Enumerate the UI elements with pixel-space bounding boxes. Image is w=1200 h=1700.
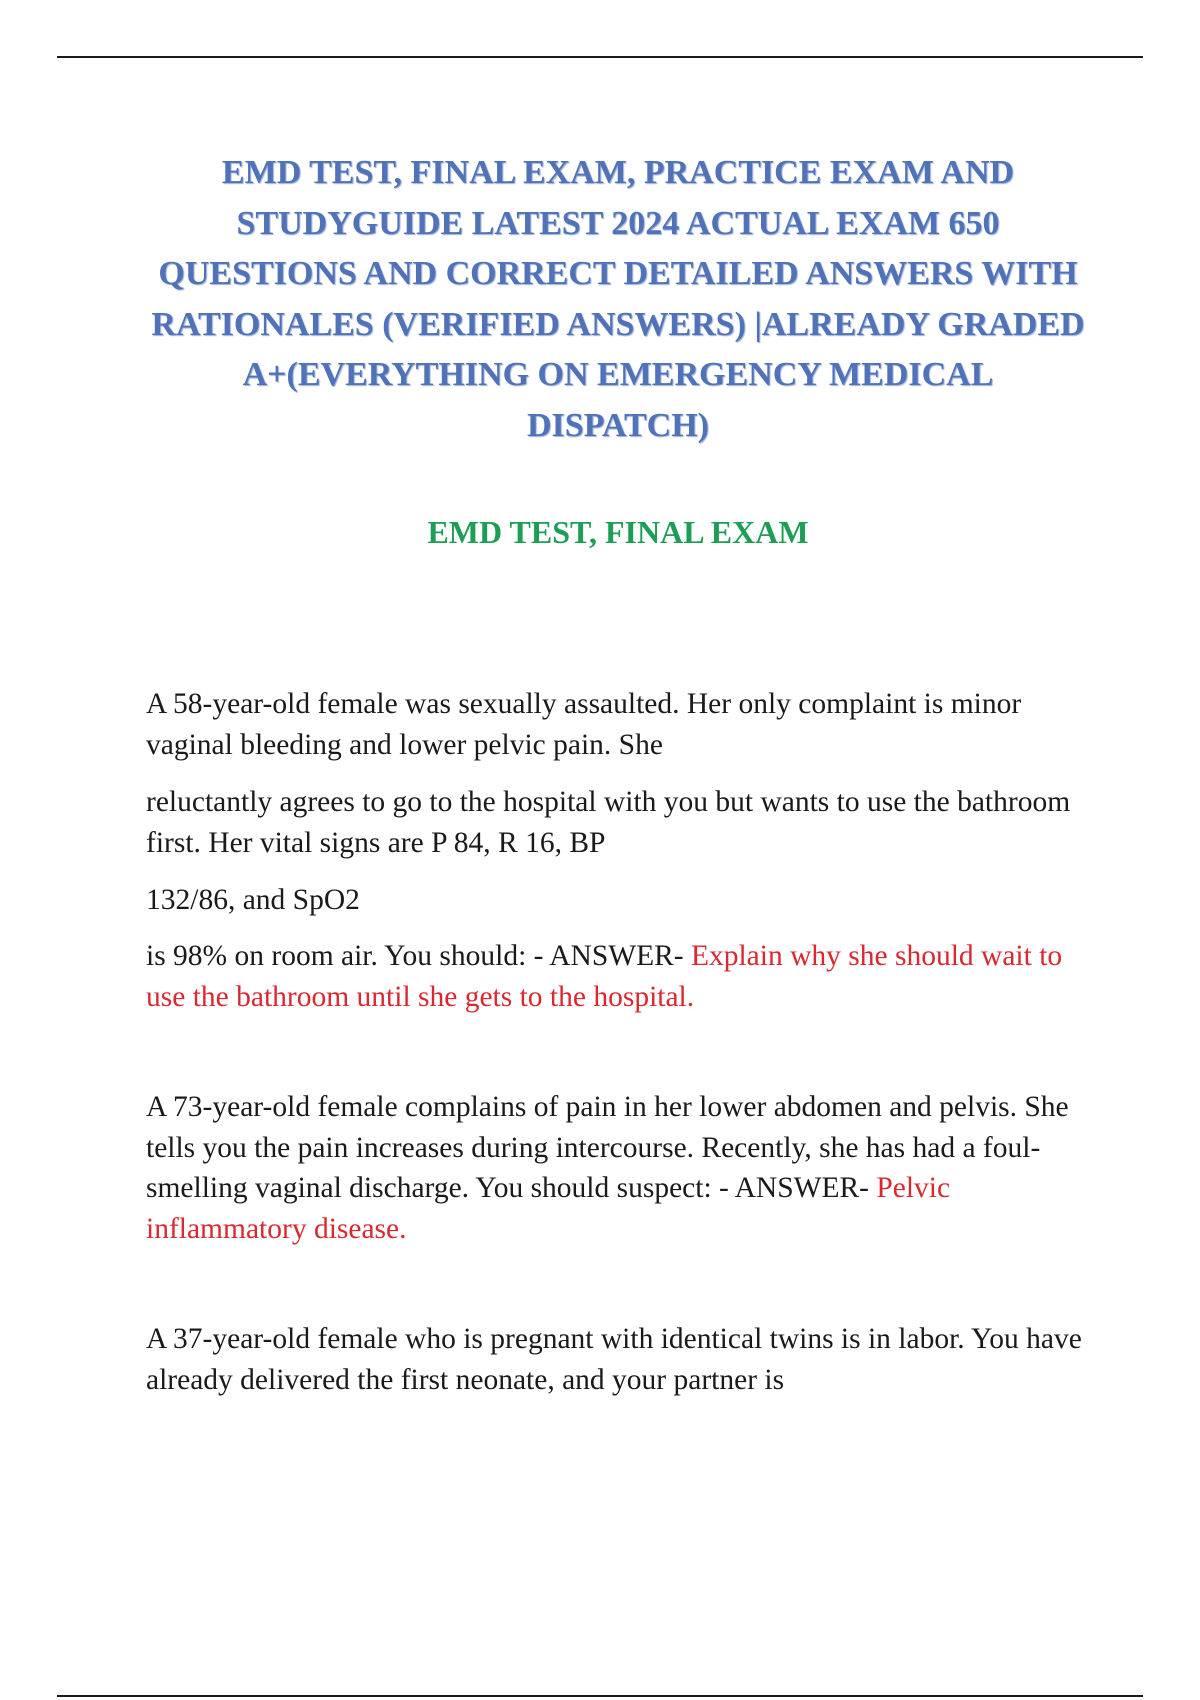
document-title: EMD TEST, FINAL EXAM, PRACTICE EXAM AND STUDYGUIDE LATEST 2024 ACTUAL EXAM 650 QUESTIONS AND CORRECT DETAILED ANSWERS WITH RATIONALES (VERIFIED ANSWERS) |ALREADY GRADED A+(EVERYTHING ON EMERGENCY MEDICAL DISPATCH) [151,154,1085,444]
question-2-answer: Pelvic inflammatory disease. [146,1172,951,1245]
bottom-rule [57,1695,1143,1697]
question-1-paragraph-1: A 58-year-old female was sexually assaulted. Her only complaint is minor vaginal bleeding and lower pelvic pain. She [146,688,1022,761]
question-3-paragraph: A 37-year-old female who is pregnant with identical twins is in labor. You have already delivered the first neonate, and your partner is [146,1323,1082,1396]
question-1-prompt: is 98% on room air. You should: - ANSWER- [146,940,691,972]
top-rule [57,56,1143,58]
section-heading: EMD TEST, FINAL EXAM [427,514,809,550]
question-1-answer: Explain why she should wait to use the bathroom until she gets to the hospital. [146,940,1063,1013]
question-1-paragraph-3: 132/86, and SpO2 [146,884,360,916]
question-2-prompt: A 73-year-old female complains of pain in her lower abdomen and pelvis. She tells you the pain increases during intercourse. Recently, she has had a foul-smelling vaginal discharge. You should suspect: - ANSWER- [146,1091,1069,1204]
question-2-paragraph [146,1087,1086,1249]
question-1-paragraph-4 [146,936,1086,1017]
question-1-paragraph-2: reluctantly agrees to go to the hospital with you but wants to use the bathroom first. Her vital signs are P 84, R 16, BP [146,786,1071,859]
